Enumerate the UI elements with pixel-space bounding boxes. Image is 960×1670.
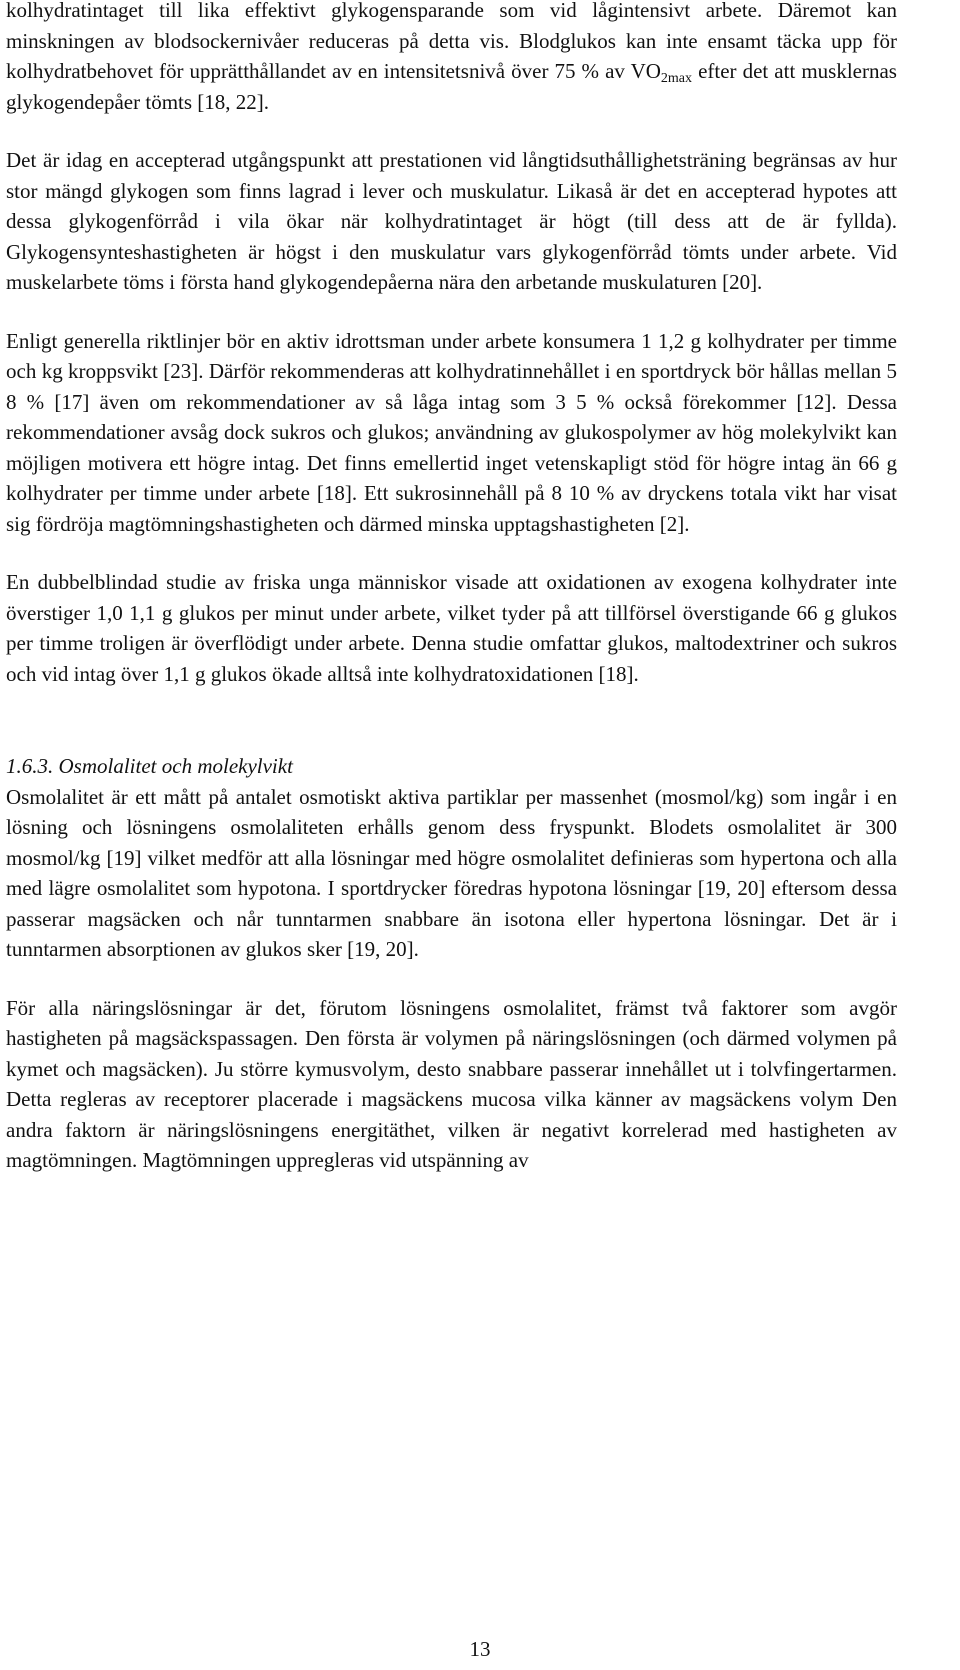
- section-number: 1.6.3.: [6, 754, 54, 778]
- paragraph-2: Det är idag en accepterad utgångspunkt att prestationen vid långtidsuthållighetsträning begränsas av hur stor mängd glykogen som finns lagrad i lever och muskulatur. Likaså är det en accepterad hypotes att dessa glykogenförråd i vila ökar när kolhydratintaget är högt (till dess att de är fyllda). Glykogensynteshastigheten är högst i den muskulatur vars glykogenförråd tömts under arbete. Vid muskelarbete töms i första hand glykogendepåerna nära den arbetande muskulaturen [20].: [6, 148, 897, 294]
- paragraph-5: Osmolalitet är ett mått på antalet osmotiskt aktiva partiklar per massenhet (mosmol/kg) som ingår i en lösning och lösningens osmolaliteten erhålls genom dess fryspunkt. Blodets osmolalitet är 300 mosmol/kg [19] vilket medför att alla lösningar med högre osmolalitet definieras som hypertona och alla med lägre osmolalitet som hypotona. I sportdrycker föredras hypotona lösningar [19, 20] eftersom dessa passerar magsäcken och når tunntarmen snabbare än isotona eller hypertona lösningar. Det är i tunntarmen absorptionen av glukos sker [19, 20].: [6, 784, 897, 961]
- section-heading: [6, 751, 897, 782]
- section-title: Osmolalitet och molekylvikt: [58, 754, 293, 778]
- paragraph-1-text-a: kolhydratintaget till lika effektivt glykogensparande som vid lågintensivt arbete. Däremot kan minskningen av blodsockernivåer reduceras på detta vis. Blodglukos kan inte ensamt täcka upp för kolhydratbehovet för upprätthållandet av en intensitetsnivå över 75 % av VO: [6, 0, 897, 83]
- paragraph-3: Enligt generella riktlinjer bör en aktiv idrottsman under arbete konsumera 1 1,2 g kolhydrater per timme och kg kroppsvikt [23]. Därför rekommenderas att kolhydratinnehållet i en sportdryck bör hållas mellan 5 8 % [17] även om rekommendationer av så låga intag som 3 5 % också förekommer [12]. Dessa rekommendationer avsåg dock sukros och glukos; användning av glukospolymer av hög molekylvikt kan möjligen motivera ett högre intag. Det finns emellertid inget vetenskapligt stöd för högre intag än 66 g kolhydrater per timme under arbete [18]. Ett sukrosinnehåll på 8 10 % av dryckens totala vikt har visat sig fördröja magtömningshastigheten och därmed minska upptagshastigheten [2].: [6, 328, 897, 536]
- page-number: 13: [469, 1637, 491, 1661]
- subscript-2max: 2max: [660, 71, 693, 86]
- paragraph-6: För alla näringslösningar är det, förutom lösningens osmolalitet, främst två faktorer som avgör hastigheten på magsäckspassagen. Den första är volymen på näringslösningen (och därmed volymen på kymet och magsäcken). Ju större kymusvolym, desto snabbare passerar innehållet ut i tolvfingertarmen. Detta regleras av receptorer placerade i magsäckens mucosa vilka känner av magsäckens volym Den andra faktorn är näringslösningens energitäthet, vilken är negativt korrelerad med hastigheten av magtömningen. Magtömningen uppregleras vid utspänning av: [6, 995, 897, 1172]
- paragraph-1-text-b: efter det att musklernas glykogendepåer tömts [18, 22].: [6, 59, 897, 114]
- paragraph-4: En dubbelblindad studie av friska unga människor visade att oxidationen av exogena kolhydrater inte överstiger 1,0 1,1 g glukos per minut under arbete, vilket tyder på att tillförsel överstigande 66 g glukos per timme troligen är överflödigt under arbete. Denna studie omfattar glukos, maltodextriner och sukros och vid intag över 1,1 g glukos ökade alltså inte kolhydratoxidationen [18].: [6, 570, 897, 686]
- paragraph-1: [6, 0, 897, 117]
- document-page: [6, 0, 897, 1204]
